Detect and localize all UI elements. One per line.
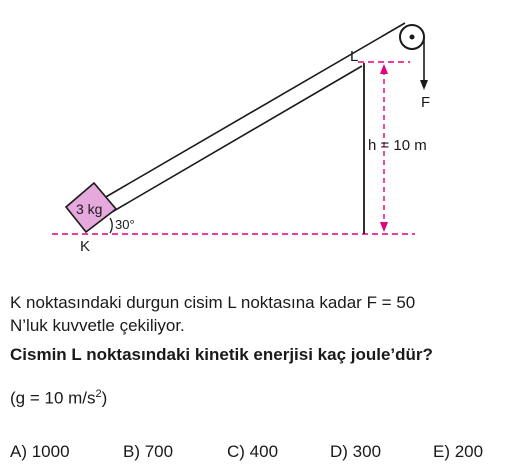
height-arrow-top (380, 64, 388, 74)
incline-upper-edge (104, 23, 405, 198)
option-a[interactable]: A) 1000 (10, 442, 70, 461)
pulley-axle (410, 35, 415, 40)
incline-lower-edge (112, 66, 362, 212)
block-mass-label: 3 kg (76, 201, 103, 217)
point-k-label: K (80, 238, 91, 255)
gravity-suffix: ) (101, 388, 108, 408)
gravity-prefix: (g = 10 m/s (10, 388, 96, 408)
height-arrow-bottom (380, 222, 388, 232)
question-line-2: N’luk kuvvetle çekiliyor. (10, 316, 185, 335)
option-c[interactable]: C) 400 (227, 442, 279, 461)
point-l-label: L (350, 48, 359, 65)
force-label: F (421, 94, 431, 111)
height-label: h = 10 m (368, 137, 427, 154)
gravity-exponent: 2 (95, 388, 102, 400)
force-arrow-head (420, 80, 428, 90)
gravity-note (10, 383, 107, 410)
option-b[interactable]: B) 700 (123, 442, 174, 461)
option-d[interactable]: D) 300 (330, 442, 382, 461)
question-line-1: K noktasındaki durgun cisim L noktasına kadar F = 50 (10, 293, 416, 312)
answer-options (10, 441, 502, 465)
question-prompt: Cismin L noktasındaki kinetik enerjisi kaç joule’dür? (10, 345, 433, 364)
angle-label: 30° (115, 217, 135, 232)
option-e[interactable]: E) 200 (433, 442, 484, 461)
angle-arc (110, 218, 112, 233)
